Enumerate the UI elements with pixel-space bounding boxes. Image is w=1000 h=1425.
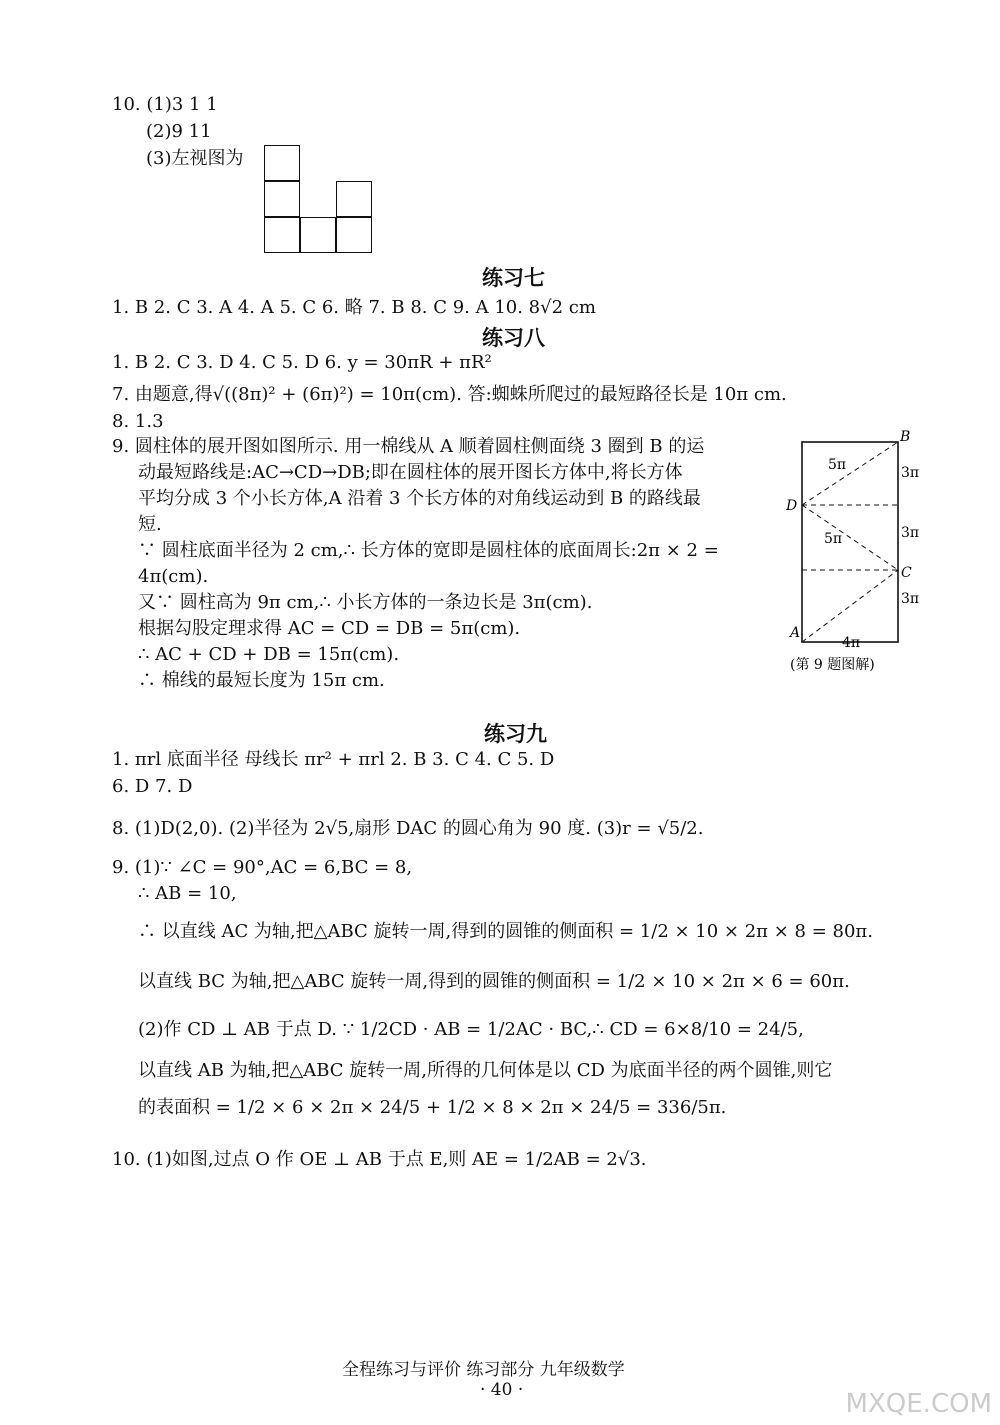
- p8-line: 7. 由题意,得√((8π)² + (6π)²) = 10π(cm). 答:蜘蛛所爬过的最短路径长是 10π cm.: [112, 384, 787, 405]
- label-B: B: [900, 429, 911, 445]
- p9-line: 1. πrl 底面半径 母线长 πr² + πrl 2. B 3. C 4. C 5. D: [112, 749, 555, 770]
- p8-line: 1. B 2. C 3. D 4. C 5. D 6. y = 30πR + πR²: [112, 352, 492, 373]
- practice-7-answers: 1. B 2. C 3. A 4. A 5. C 6. 略 7. B 8. C 9. A 10. 8√2 cm: [112, 297, 596, 318]
- p8-line: 根据勾股定理求得 AC = CD = DB = 5π(cm).: [138, 618, 521, 639]
- p9-line: 以直线 BC 为轴,把△ABC 旋转一周,得到的圆锥的侧面积 = 1/2 × 10 × 2π × 6 = 60π.: [138, 971, 850, 992]
- p8-line: 8. 1.3: [112, 411, 164, 432]
- label-5pi-mid: 5π: [824, 531, 843, 547]
- p8-line: 短.: [138, 514, 162, 535]
- label-5pi-top: 5π: [828, 457, 847, 473]
- q10-3: (3)左视图为: [146, 148, 244, 169]
- p8-line: 9. 圆柱体的展开图如图所示. 用一棉线从 A 顺着圆柱侧面绕 3 圈到 B 的运: [112, 436, 705, 457]
- heading-practice-8: 练习八: [482, 325, 545, 350]
- label-3pi-mid: 3π: [901, 525, 920, 541]
- q10-2: (2)9 11: [146, 121, 212, 142]
- p9-line: 10. (1)如图,过点 O 作 OE ⊥ AB 于点 E,则 AE = 1/2AB = 2√3.: [112, 1149, 647, 1170]
- left-view-figure: [264, 145, 376, 257]
- p9-line: 的表面积 = 1/2 × 6 × 2π × 24/5 + 1/2 × 8 × 2π × 24/5 = 336/5π.: [138, 1097, 727, 1118]
- p8-line: ∴ AC + CD + DB = 15π(cm).: [138, 644, 400, 665]
- watermark: MXQE.COM: [845, 1389, 992, 1419]
- p9-line: 8. (1)D(2,0). (2)半径为 2√5,扇形 DAC 的圆心角为 90 度. (3)r = √5/2.: [112, 818, 704, 839]
- p9-line: ∴ 以直线 AC 为轴,把△ABC 旋转一周,得到的圆锥的侧面积 = 1/2 × 10 × 2π × 8 = 80π.: [138, 921, 873, 942]
- p8-line: ∵ 圆柱底面半径为 2 cm,∴ 长方体的宽即是圆柱体的底面周长:2π × 2 =: [138, 540, 719, 561]
- p8-line: 4π(cm).: [138, 566, 209, 587]
- q10-1: 10. (1)3 1 1: [112, 94, 218, 115]
- label-3pi-top: 3π: [901, 465, 920, 481]
- p8-line: 动最短路线是:AC→CD→DB;即在圆柱体的展开图长方体中,将长方体: [138, 462, 683, 483]
- p8-line: 又∵ 圆柱高为 9π cm,∴ 小长方体的一条边长是 3π(cm).: [138, 592, 593, 613]
- figure-caption: (第 9 题图解): [790, 657, 875, 673]
- label-C: C: [901, 565, 912, 581]
- label-4pi: 4π: [842, 635, 861, 651]
- p9-line: 以直线 AB 为轴,把△ABC 旋转一周,所得的几何体是以 CD 为底面半径的两个圆锥,则它: [138, 1060, 833, 1081]
- p9-line: (2)作 CD ⊥ AB 于点 D. ∵ 1/2CD · AB = 1/2AC · BC,∴ CD = 6×8/10 = 24/5,: [138, 1019, 804, 1040]
- p9-line: 6. D 7. D: [112, 776, 193, 797]
- label-3pi-bot: 3π: [901, 591, 920, 607]
- label-D: D: [786, 498, 798, 514]
- cylinder-unfold-figure: [780, 425, 930, 680]
- p8-line: ∴ 棉线的最短长度为 15π cm.: [138, 670, 385, 691]
- footer-title: 全程练习与评价 练习部分 九年级数学: [342, 1360, 625, 1380]
- heading-practice-9: 练习九: [484, 721, 547, 746]
- p9-line: 9. (1)∵ ∠C = 90°,AC = 6,BC = 8,: [112, 857, 413, 878]
- p9-line: ∴ AB = 10,: [138, 883, 237, 904]
- heading-practice-7: 练习七: [482, 265, 545, 290]
- page-number: · 40 ·: [480, 1380, 524, 1400]
- label-A: A: [790, 625, 801, 641]
- p8-line: 平均分成 3 个小长方体,A 沿着 3 个长方体的对角线运动到 B 的路线最: [138, 488, 701, 509]
